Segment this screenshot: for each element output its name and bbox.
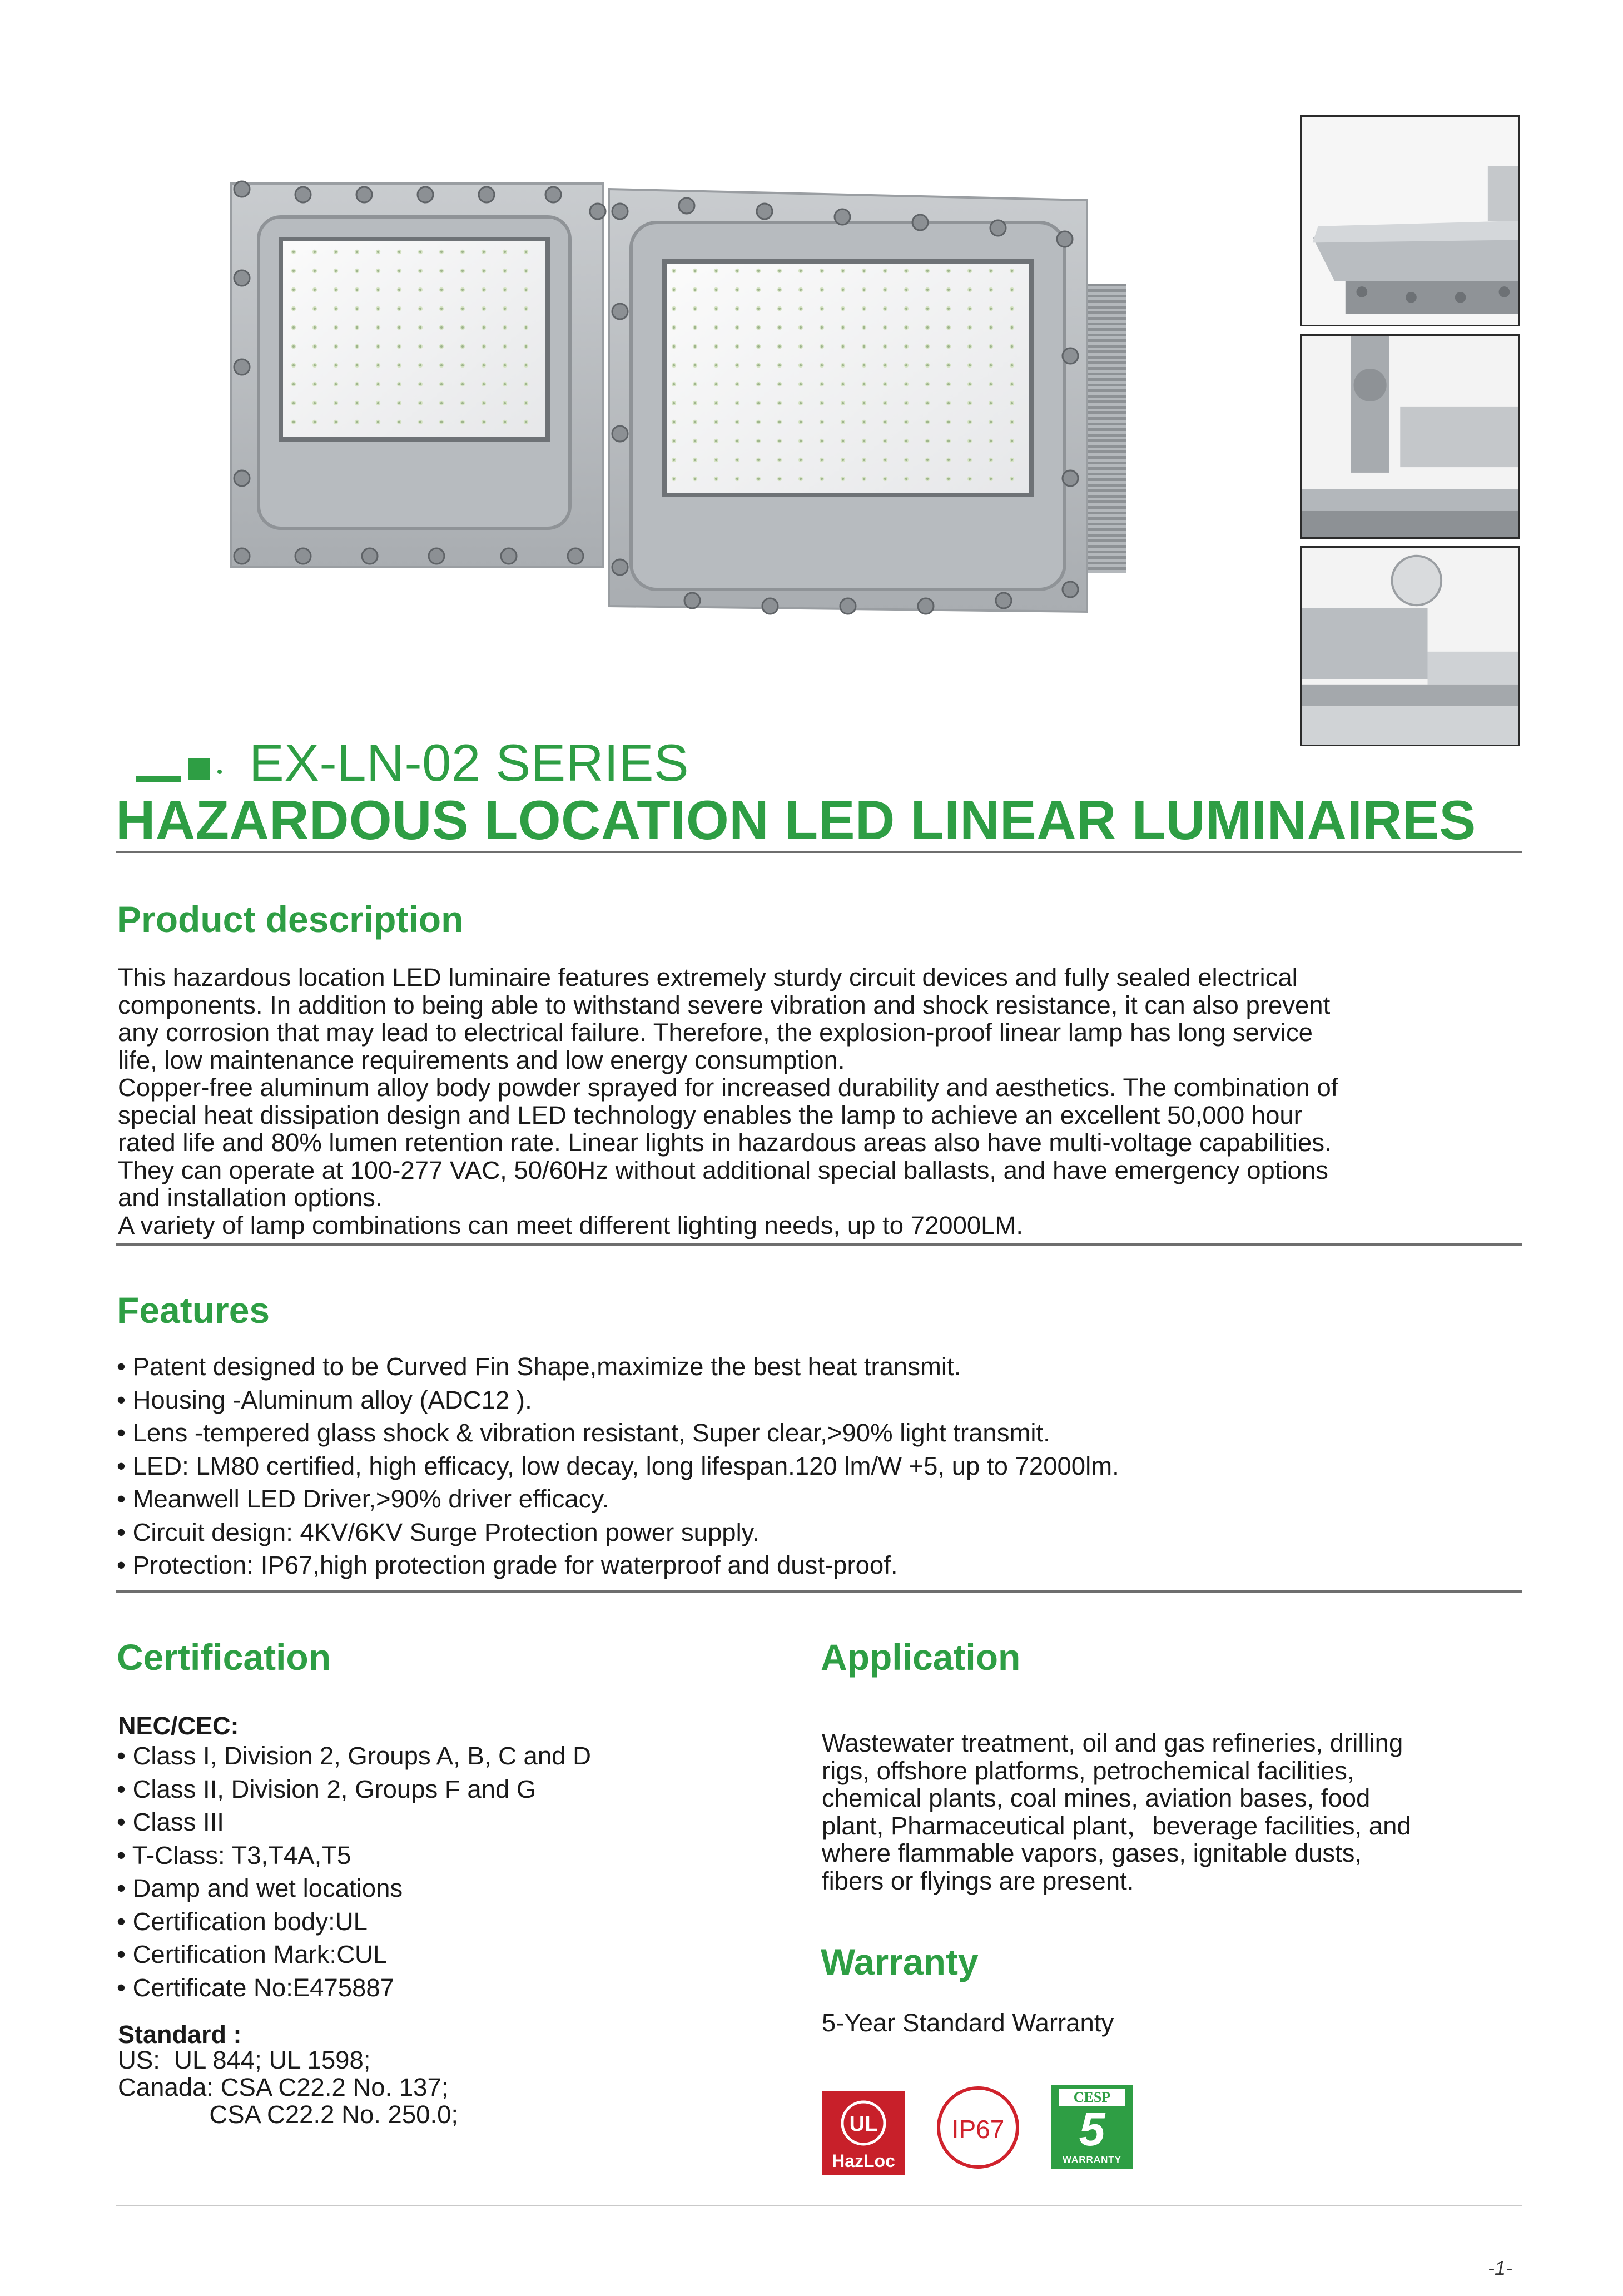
title-divider [116,851,1522,853]
description-line: any corrosion that may lead to electrical failure. Therefore, the explosion-proof linear lamp has long service [118,1018,1313,1047]
description-line: They can operate at 100-277 VAC, 50/60Hz without additional special ballasts, and have emergency options [118,1156,1328,1184]
description-line: This hazardous location LED luminaire features extremely sturdy circuit devices and fully sealed electrical [118,963,1298,991]
certification-item: • Certificate No:E475887 [117,1973,395,2002]
series-logo-icon [136,750,242,783]
features-heading: Features [117,1290,270,1331]
application-line: plant, Pharmaceutical plant，beverage facilities, and [822,1811,1411,1840]
standard-item: Canada: CSA C22.2 No. 137; [118,2073,449,2101]
description-line: and installation options. [118,1183,383,1212]
description-line: life, low maintenance requirements and low energy consumption. [118,1045,845,1074]
cesp-badge-number: 5 [1079,2103,1105,2155]
warranty-text: 5-Year Standard Warranty [822,2009,1114,2037]
warranty-heading: Warranty [821,1941,979,1982]
product-photo [220,167,1143,645]
description-line: A variety of lamp combinations can meet different lighting needs, up to 72000LM. [118,1211,1024,1239]
standard-label: Standard : [118,2020,242,2049]
nec-cec-label: NEC/CEC: [118,1712,239,1740]
series-name: EX-LN-02 SERIES [249,733,689,792]
page-title: HAZARDOUS LOCATION LED LINEAR LUMINAIRES [116,789,1476,851]
application-line: fibers or flyings are present. [822,1866,1134,1895]
description-line: rated life and 80% lumen retention rate. Linear lights in hazardous areas also have multi-voltage capabilities. [118,1128,1332,1157]
page-number: -1- [1488,2257,1512,2279]
application-line: chemical plants, coal mines, aviation bases, food [822,1784,1371,1812]
section-divider [116,1590,1522,1593]
detail-thumbnail-top [1300,115,1520,326]
certification-item: • Certification Mark:CUL [117,1940,388,1968]
cesp-badge-bottom: WARRANTY [1062,2154,1122,2165]
feature-item: • Housing -Aluminum alloy (ADC12 ). [117,1385,532,1414]
application-line: where flammable vapors, gases, ignitable dusts, [822,1839,1362,1867]
ul-hazloc-badge [822,2091,905,2175]
detail-thumbnail-middle [1300,334,1520,539]
feature-item: • Meanwell LED Driver,>90% driver efficacy. [117,1485,609,1513]
svg-text:UL: UL [849,2112,878,2136]
detail-thumbnail-bottom [1300,546,1520,746]
feature-item: • Lens -tempered glass shock & vibration resistant, Super clear,>90% light transmit. [117,1419,1050,1447]
ip67-badge-label: IP67 [951,2115,1005,2144]
cesp-warranty-badge [1051,2085,1133,2169]
certification-list [117,1739,591,2004]
product-description-heading: Product description [117,899,464,940]
certification-item: • Class I, Division 2, Groups A, B, C and D [117,1742,591,1770]
application-heading: Application [821,1637,1021,1678]
certification-item: • Certification body:UL [117,1907,368,1936]
application-text [822,1729,1522,1895]
features-list [117,1350,1119,1582]
application-line: rigs, offshore platforms, petrochemical facilities, [822,1756,1354,1785]
certification-item: • Class III [117,1808,224,1836]
section-divider [116,1243,1522,1246]
standards-list [118,2046,458,2128]
description-line: components. In addition to being able to withstand severe vibration and shock resistance, it can also prevent [118,990,1331,1019]
feature-item: • Patent designed to be Curved Fin Shape,maximize the best heat transmit. [117,1352,961,1381]
feature-item: • Protection: IP67,high protection grade for waterproof and dust-proof. [117,1551,898,1579]
standard-item: CSA C22.2 No. 250.0; [118,2100,459,2129]
certification-heading: Certification [117,1637,331,1678]
feature-item: • Circuit design: 4KV/6KV Surge Protection power supply. [117,1518,760,1546]
footer-divider [116,2205,1522,2206]
certification-item: • Damp and wet locations [117,1874,403,1902]
ip67-badge [937,2086,1019,2169]
ul-badge-label: HazLoc [832,2151,895,2171]
certification-item: • T-Class: T3,T4A,T5 [117,1841,351,1869]
description-line: special heat dissipation design and LED technology enables the lamp to achieve an excellent 50,000 hour [118,1100,1302,1129]
feature-item: • LED: LM80 certified, high efficacy, low decay, long lifespan.120 lm/W +5, up to 72000lm. [117,1451,1119,1480]
description-line: Copper-free aluminum alloy body powder sprayed for increased durability and aesthetics. The combination of [118,1073,1338,1102]
application-line: Wastewater treatment, oil and gas refineries, drilling [822,1729,1403,1757]
product-description-text [118,964,1525,1239]
cesp-badge-top: CESP [1059,2089,1125,2106]
standard-item: US: UL 844; UL 1598; [118,2046,371,2074]
certification-item: • Class II, Division 2, Groups F and G [117,1774,537,1803]
